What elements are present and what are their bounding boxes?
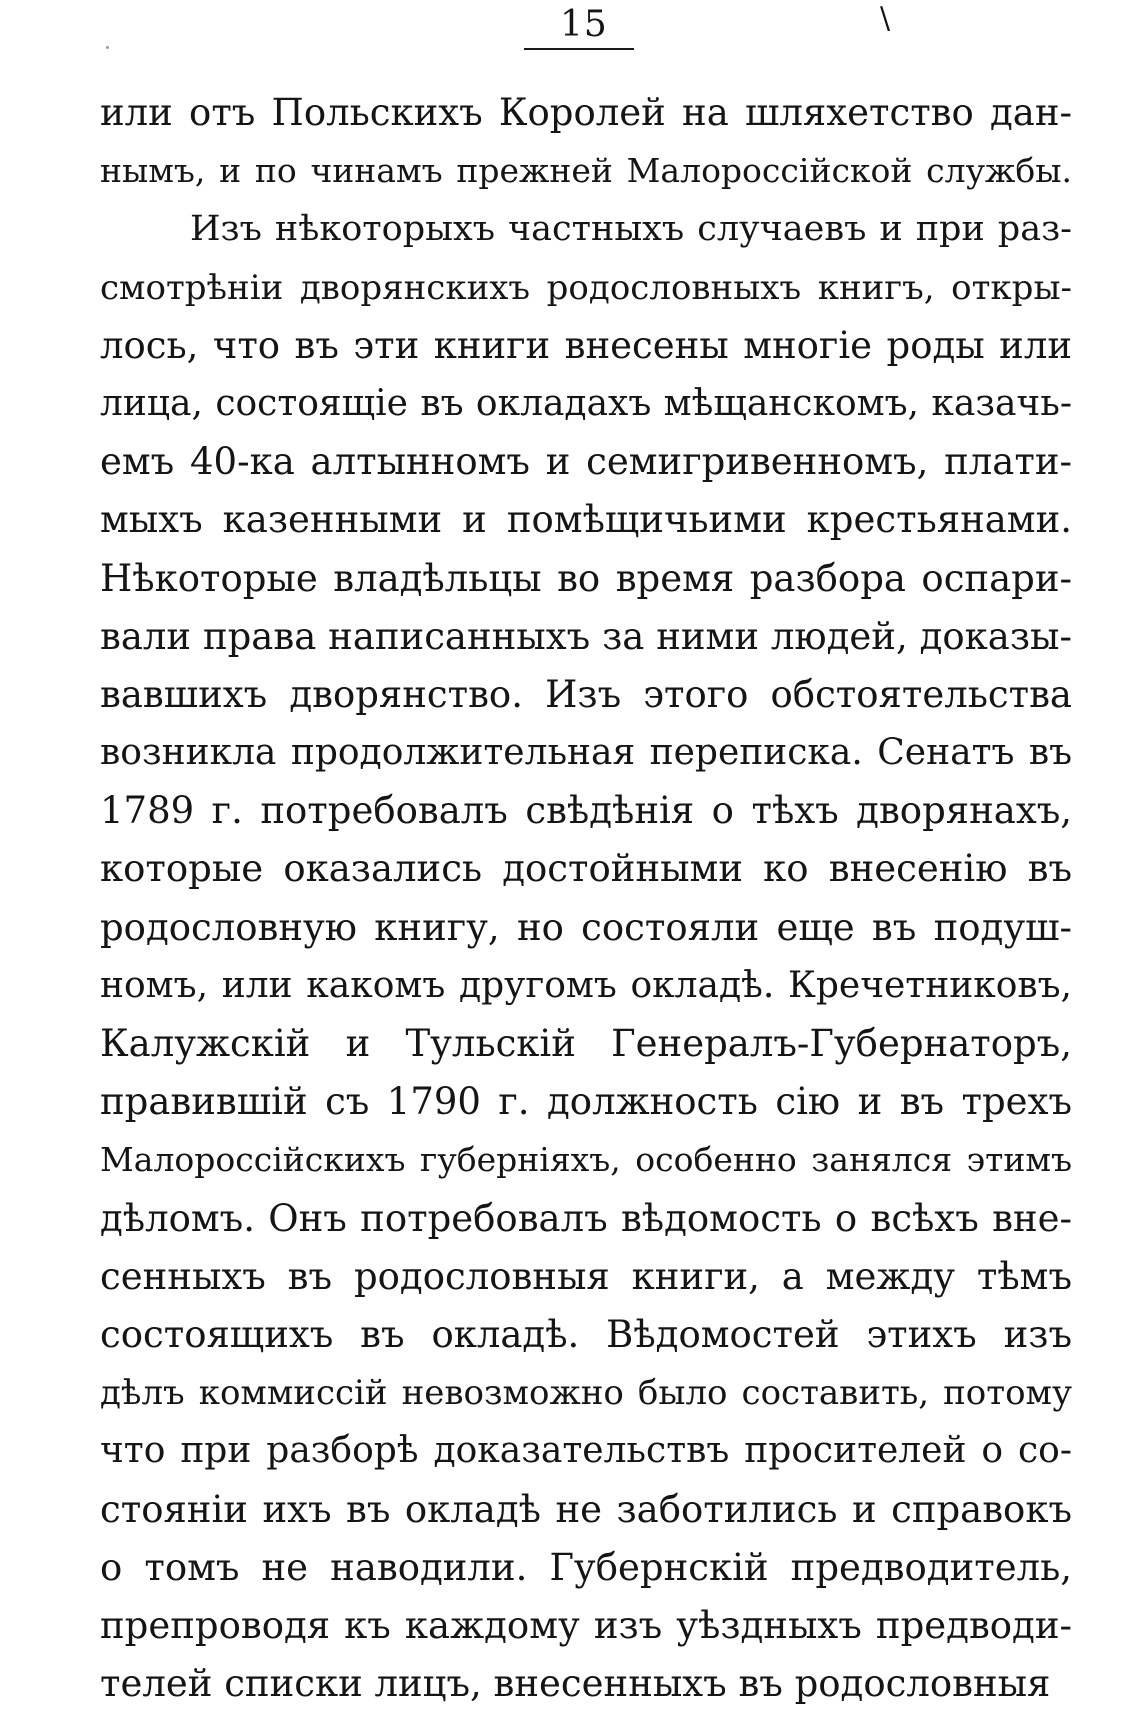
text-line: стоянiи ихъ въ окладѣ не заботились и справокъ [100,1487,1072,1531]
page-number: 15 [560,4,608,45]
text-line: что при разборѣ доказательствъ просителей о со- [100,1430,1072,1472]
text-line: емъ 40-ка алтынномъ и семигривенномъ, плати- [100,440,1072,484]
text-line: 1789 г. потребовалъ свѣдѣнiя о тѣхъ дворянахъ, [100,789,1072,833]
text-line: которые оказались достойными ко внесенiю въ [100,847,1072,891]
text-line: возникла продолжительная переписка. Сенатъ въ [100,732,1072,774]
text-line: дѣломъ. Онъ потребовалъ вѣдомость о всѣхъ вне- [100,1196,1072,1240]
text-line: препроводя къ каждому изъ уѣздныхъ предводи- [100,1603,1072,1647]
header-rule [524,48,634,50]
text-line: мыхъ казенными и помѣщичьими крестьянами. [100,498,1072,542]
text-line: Нѣкоторые владѣльцы во время разбора оспари- [100,556,1072,600]
text-line: Калужскiй и Тульскiй Генералъ-Губернаторъ, [100,1022,1072,1065]
text-line: телей списки лицъ, внесенныхъ въ родословныя [100,1662,1051,1706]
text-line: дѣлъ коммиссiй невозможно было составить, потому [100,1373,1072,1414]
text-line: состоящихъ въ окладѣ. Вѣдомостей этихъ изъ [100,1312,1072,1356]
text-line: вали права написанныхъ за ними людей, доказы- [100,614,1072,658]
text-line: родословную книгу, но состояли еще въ подуш- [100,905,1072,949]
text-line: лось, что въ эти книги внесены многiе роды или [100,323,1072,367]
speck [106,46,109,49]
text-line: номъ, или какомъ другомъ окладѣ. Кречетниковъ, [100,964,1072,1006]
text-line: нымъ, и по чинамъ прежней Малороссiйской службы. [100,151,1072,191]
body-text [100,84,1072,1713]
text-line: правившiй съ 1790 г. должность сiю и въ трехъ [100,1080,1072,1124]
paragraph-first-line: Изъ нѣкоторыхъ частныхъ случаевъ и при раз- [190,209,1072,250]
text-line: Малороссiйскихъ губернiяхъ, особенно занялся этимъ [100,1140,1072,1180]
text-line: лица, состоящiе въ окладахъ мѣщанскомъ, казачь- [100,382,1072,424]
corner-mark: \ [880,1,891,36]
text-line: вавшихъ дворянство. Изъ этого обстоятельства [100,672,1072,716]
text-line: смотрѣнiи дворянскихъ родословныхъ книгъ, откры- [100,267,1072,308]
text-line: о томъ не наводили. Губернскiй предводитель, [100,1545,1072,1589]
text-line: сенныхъ въ родословныя книги, а между тѣмъ [100,1254,1072,1298]
text-line: или отъ Польскихъ Королей на шляхетство дан- [100,91,1072,134]
